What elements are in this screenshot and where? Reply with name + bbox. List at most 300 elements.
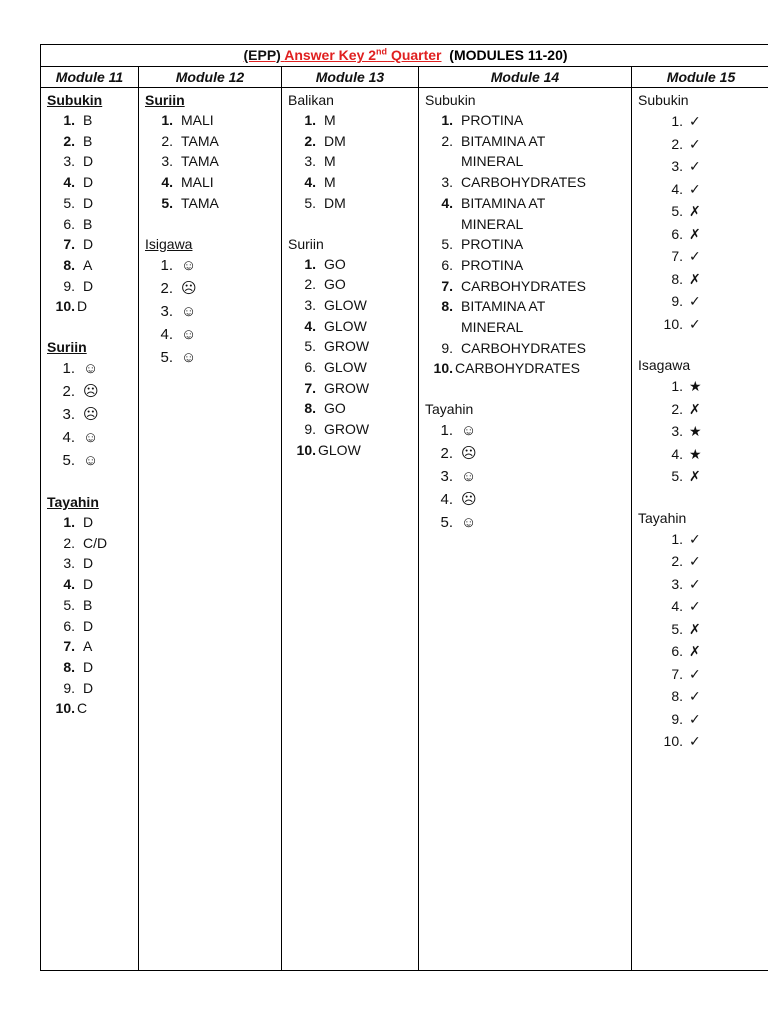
answer-value: GLOW xyxy=(324,296,367,313)
answer-value: ✓ xyxy=(689,598,701,614)
answer-number: 8. xyxy=(63,256,75,273)
answer-item xyxy=(638,595,765,618)
answer-value: BITAMINA AT xyxy=(461,298,546,315)
answer-value: ✓ xyxy=(689,315,701,332)
answer-item xyxy=(638,290,765,313)
answer-item xyxy=(47,553,133,574)
answer-item xyxy=(288,336,413,357)
answer-item xyxy=(145,172,276,193)
answer-number: 10. xyxy=(296,441,316,458)
m11-tayahin-title: Tayahin xyxy=(47,494,99,511)
answer-value: D xyxy=(83,236,94,253)
answer-number: 10. xyxy=(663,733,683,749)
answer-value: ☹ xyxy=(181,279,197,297)
answer-item xyxy=(425,511,626,534)
answer-item xyxy=(288,419,413,440)
answer-number: 1. xyxy=(440,422,453,440)
answer-number: 8. xyxy=(671,688,683,704)
answer-item xyxy=(47,636,133,657)
m14-tayahin-title: Tayahin xyxy=(425,401,474,418)
answer-value: B xyxy=(83,596,93,613)
m14-tayahin-list xyxy=(425,419,626,534)
answer-value: GROW xyxy=(324,379,370,396)
m11-subukin-list xyxy=(47,110,133,317)
answer-value: ✗ xyxy=(689,643,701,659)
answer-value: ☺ xyxy=(461,422,477,440)
answer-value: ☺ xyxy=(83,360,99,378)
answer-value: ✓ xyxy=(689,530,701,547)
m12-suriin-list xyxy=(145,110,276,214)
answer-item xyxy=(47,380,133,403)
answer-number: 4. xyxy=(671,598,683,614)
answer-item xyxy=(638,528,765,551)
m11-suriin-list xyxy=(47,357,133,472)
answer-number: 9. xyxy=(304,421,316,438)
answer-value: B xyxy=(83,215,93,232)
answer-item xyxy=(638,110,765,133)
answer-value: GLOW xyxy=(324,359,367,376)
answer-number: 3. xyxy=(160,302,173,320)
answer-number: 9. xyxy=(63,277,75,294)
answer-value-continued: MINERAL xyxy=(461,153,524,170)
answer-item xyxy=(288,110,413,131)
answer-number: 2. xyxy=(671,135,683,152)
answer-number: 3. xyxy=(440,468,453,486)
answer-value: MALI xyxy=(181,174,214,191)
answer-item xyxy=(425,465,626,488)
answer-number: 4. xyxy=(161,174,173,191)
answer-continuation xyxy=(425,214,626,235)
m15-subukin-list xyxy=(638,110,765,335)
answer-item xyxy=(47,234,133,255)
answer-number: 5. xyxy=(62,452,75,470)
answer-number: 9. xyxy=(63,679,75,696)
answer-number: 1. xyxy=(441,112,453,128)
answer-number: 4. xyxy=(304,317,316,334)
answer-item xyxy=(638,200,765,223)
answer-item xyxy=(288,151,413,172)
answer-item xyxy=(425,296,626,317)
answer-number: 6. xyxy=(671,643,683,659)
answer-item xyxy=(638,398,765,421)
answer-item xyxy=(638,573,765,596)
answer-number: 5. xyxy=(63,194,75,211)
answer-value: DM xyxy=(324,132,346,149)
answer-item xyxy=(638,245,765,268)
answer-number: 1. xyxy=(671,378,683,394)
m12-isigawa-list xyxy=(145,254,276,369)
answer-value: GO xyxy=(324,276,346,293)
answer-item xyxy=(47,296,133,317)
m15-isagawa-list xyxy=(638,375,765,488)
answer-number: 5. xyxy=(161,194,173,211)
answer-number: 7. xyxy=(441,277,453,294)
answer-item xyxy=(47,255,133,276)
answer-value: D xyxy=(83,153,94,170)
answer-item xyxy=(638,375,765,398)
answer-value: B xyxy=(83,132,93,149)
answer-value: CARBOHYDRATES xyxy=(461,277,586,294)
answer-number: 5. xyxy=(440,514,453,532)
answer-value: M xyxy=(324,174,336,191)
answer-item xyxy=(638,663,765,686)
m12-isigawa-section xyxy=(145,234,276,369)
answer-number: 3. xyxy=(304,153,316,170)
m11-suriin-title: Suriin xyxy=(47,339,87,356)
answer-item xyxy=(47,595,133,616)
answer-number: 8. xyxy=(671,270,683,287)
answer-number: 4. xyxy=(671,445,683,462)
answer-item xyxy=(638,640,765,663)
m15-isagawa-section xyxy=(638,355,765,488)
answer-value: TAMA xyxy=(181,132,219,149)
answer-value: GROW xyxy=(324,421,370,438)
answer-number: 1. xyxy=(62,360,75,378)
answer-item xyxy=(145,277,276,300)
answer-item xyxy=(47,678,133,699)
answer-value: TAMA xyxy=(181,153,219,170)
answer-item xyxy=(47,449,133,472)
answer-number: 3. xyxy=(62,406,75,424)
answer-value: PROTINA xyxy=(461,256,524,273)
m15-tayahin-title: Tayahin xyxy=(638,509,687,526)
answer-item xyxy=(47,357,133,380)
answer-number: 2. xyxy=(304,132,316,149)
answer-item xyxy=(638,465,765,488)
m15-tayahin-section xyxy=(638,508,765,753)
answer-item xyxy=(288,316,413,337)
answer-value: D xyxy=(83,617,94,634)
answer-number: 2. xyxy=(671,553,683,569)
answer-value: ✓ xyxy=(689,575,701,592)
answer-value: ✓ xyxy=(689,665,701,682)
header-row xyxy=(41,67,768,88)
answer-value: ☺ xyxy=(181,256,197,274)
answer-item xyxy=(425,110,626,131)
answer-number: 2. xyxy=(441,132,453,149)
answer-value: ☺ xyxy=(83,452,99,470)
answer-value: ★ xyxy=(689,445,702,462)
answer-value: D xyxy=(77,298,88,315)
answer-number: 2. xyxy=(160,279,173,297)
m13-suriin-list xyxy=(288,254,413,461)
answer-number: 2. xyxy=(304,276,316,293)
answer-value: ☺ xyxy=(181,325,197,343)
answer-number: 5. xyxy=(671,620,683,637)
title-suffix: (MODULES 11-20) xyxy=(449,47,568,63)
answer-number: 1. xyxy=(161,112,173,128)
m15-subukin-section xyxy=(638,90,765,335)
answer-number: 5. xyxy=(441,236,453,253)
answer-item xyxy=(638,708,765,731)
answer-item xyxy=(145,346,276,369)
answer-item xyxy=(47,151,133,172)
m14-tayahin-section xyxy=(425,399,626,534)
answer-item xyxy=(288,357,413,378)
answer-value: D xyxy=(83,679,94,696)
answer-number: 9. xyxy=(671,293,683,309)
answer-item xyxy=(425,172,626,193)
m15-isagawa-title: Isagawa xyxy=(638,357,691,373)
title-red-text-2: Quarter xyxy=(390,47,442,63)
answer-item xyxy=(47,426,133,449)
answer-value: ✗ xyxy=(689,468,701,484)
answer-value: ☺ xyxy=(461,514,477,532)
answer-number: 1. xyxy=(304,255,316,272)
answer-value-continued: MINERAL xyxy=(461,319,524,336)
answer-number-blank xyxy=(425,317,461,338)
answer-item xyxy=(638,420,765,443)
header-module-15: Module 15 xyxy=(632,67,768,88)
answer-item xyxy=(47,214,133,235)
answer-number: 6. xyxy=(63,617,75,634)
answer-item xyxy=(638,133,765,156)
m11-tayahin-section xyxy=(47,492,133,719)
m11-tayahin-list xyxy=(47,512,133,719)
answer-item xyxy=(145,300,276,323)
answer-number: 4. xyxy=(160,325,173,343)
answer-value: DM xyxy=(324,194,346,211)
answer-value: B xyxy=(83,112,93,128)
answer-item xyxy=(638,685,765,708)
header-module-11: Module 11 xyxy=(41,67,139,88)
header-module-12: Module 12 xyxy=(139,67,282,88)
m15-tayahin-list xyxy=(638,528,765,753)
answer-item xyxy=(425,255,626,276)
answer-value: MALI xyxy=(181,112,214,128)
m13-balikan-section xyxy=(288,90,413,214)
m14-subukin-list xyxy=(425,110,626,379)
answer-value: D xyxy=(83,277,94,294)
answer-value: ☺ xyxy=(181,348,197,366)
answer-number: 4. xyxy=(304,174,316,191)
answer-value: ☹ xyxy=(83,383,99,401)
answer-item xyxy=(47,512,133,533)
answer-value: BITAMINA AT xyxy=(461,194,546,211)
answer-item xyxy=(145,151,276,172)
answer-value: C xyxy=(77,700,88,717)
answer-number: 2. xyxy=(63,132,75,149)
answer-item xyxy=(145,131,276,152)
answer-item xyxy=(425,234,626,255)
header-module-14: Module 14 xyxy=(419,67,632,88)
title-prefix: (EPP) xyxy=(243,47,281,63)
answer-value: PROTINA xyxy=(461,236,524,253)
module-12-column xyxy=(139,88,282,971)
answer-item xyxy=(145,254,276,277)
answer-item xyxy=(288,295,413,316)
answer-number: 4. xyxy=(62,429,75,447)
answer-number: 2. xyxy=(440,445,453,463)
m13-balikan-title: Balikan xyxy=(288,92,334,108)
answer-value: M xyxy=(324,112,336,128)
answer-number: 2. xyxy=(161,132,173,149)
answer-value: ★ xyxy=(689,423,702,439)
answer-number: 6. xyxy=(63,215,75,232)
answer-value: A xyxy=(83,638,93,655)
answer-number: 8. xyxy=(304,400,316,417)
answer-number: 3. xyxy=(304,296,316,313)
answer-value: D xyxy=(83,658,94,675)
answer-number: 2. xyxy=(62,383,75,401)
answer-number: 10. xyxy=(433,360,453,377)
answer-number: 5. xyxy=(671,203,683,219)
answer-value: GLOW xyxy=(318,441,361,458)
answer-number: 3. xyxy=(63,153,75,170)
answer-number: 6. xyxy=(671,225,683,242)
answer-item xyxy=(288,378,413,399)
answer-value: BITAMINA AT xyxy=(461,132,546,149)
answer-value-continued: MINERAL xyxy=(461,215,524,232)
answer-item xyxy=(288,193,413,214)
answer-key-sheet xyxy=(40,44,768,970)
answer-item xyxy=(425,193,626,214)
answer-item xyxy=(47,657,133,678)
answer-value: A xyxy=(83,256,93,273)
title-red-text: Answer Key 2 xyxy=(284,47,377,63)
answer-value: GO xyxy=(324,400,346,417)
m12-isigawa-title: Isigawa xyxy=(145,235,193,252)
answer-value: ✓ xyxy=(689,113,701,129)
answer-number: 3. xyxy=(671,575,683,592)
m13-balikan-list xyxy=(288,110,413,214)
answer-number: 1. xyxy=(671,113,683,129)
answer-number: 5. xyxy=(304,338,316,355)
answer-item xyxy=(47,276,133,297)
answer-number: 9. xyxy=(671,710,683,727)
answer-item xyxy=(638,730,765,753)
answer-value: ✓ xyxy=(689,553,701,569)
answer-number: 3. xyxy=(441,174,453,191)
answer-number: 3. xyxy=(161,153,173,170)
title-superscript: nd xyxy=(376,46,388,57)
m12-suriin-section xyxy=(145,90,276,214)
answer-number: 7. xyxy=(671,248,683,264)
answer-number: 1. xyxy=(671,530,683,547)
answer-value: ✓ xyxy=(689,733,701,749)
answer-number: 9. xyxy=(441,339,453,356)
answer-number: 3. xyxy=(671,158,683,174)
answer-number: 4. xyxy=(440,491,453,509)
answer-value: ✓ xyxy=(689,710,701,727)
answer-number: 1. xyxy=(63,514,75,531)
answer-number: 10. xyxy=(55,700,75,717)
answer-item xyxy=(425,276,626,297)
m14-subukin-section xyxy=(425,90,626,379)
answer-value: D xyxy=(83,174,94,191)
answer-number-blank xyxy=(425,214,461,235)
answer-number: 2. xyxy=(63,534,75,551)
m14-subukin-title: Subukin xyxy=(425,92,476,108)
answer-value: ★ xyxy=(689,378,702,394)
answer-number: 1. xyxy=(160,256,173,274)
answer-value: ✗ xyxy=(689,620,701,637)
module-11-column xyxy=(41,88,139,971)
m13-suriin-title: Suriin xyxy=(288,235,324,252)
answer-number-blank xyxy=(425,151,461,172)
answer-value: GROW xyxy=(324,338,370,355)
answer-continuation xyxy=(425,151,626,172)
answer-value: ☺ xyxy=(461,468,477,486)
answer-value: D xyxy=(83,555,94,572)
answer-value: TAMA xyxy=(181,194,219,211)
answer-number: 5. xyxy=(63,596,75,613)
answer-item xyxy=(145,323,276,346)
answer-number: 5. xyxy=(160,348,173,366)
answer-item xyxy=(638,178,765,201)
answer-value: ✓ xyxy=(689,135,701,152)
answer-value: ✓ xyxy=(689,293,701,309)
answer-item xyxy=(47,574,133,595)
answer-item xyxy=(638,618,765,641)
answer-value: ✗ xyxy=(689,225,701,242)
m11-suriin-section xyxy=(47,337,133,472)
answer-item xyxy=(47,172,133,193)
m13-suriin-section xyxy=(288,234,413,461)
answer-number: 7. xyxy=(63,236,75,253)
answer-number: 7. xyxy=(304,379,316,396)
answer-item xyxy=(638,313,765,336)
answer-item xyxy=(638,155,765,178)
answer-item xyxy=(638,550,765,573)
answer-value: D xyxy=(83,576,94,593)
answer-item xyxy=(425,442,626,465)
answer-value: ☹ xyxy=(83,406,99,424)
answer-item xyxy=(638,443,765,466)
answer-number: 8. xyxy=(63,658,75,675)
answer-value: CARBOHYDRATES xyxy=(461,339,586,356)
answer-value: C/D xyxy=(83,534,108,551)
answer-value: ☹ xyxy=(461,445,477,463)
answer-number: 8. xyxy=(441,298,453,315)
answer-value: CARBOHYDRATES xyxy=(455,360,580,377)
answer-item xyxy=(47,698,133,719)
header-module-13: Module 13 xyxy=(282,67,419,88)
answer-value: ✗ xyxy=(689,203,701,219)
answer-item xyxy=(288,254,413,275)
answer-number: 3. xyxy=(671,423,683,439)
answer-value: ✓ xyxy=(689,688,701,704)
m11-subukin-title: Subukin xyxy=(47,92,103,108)
answer-item xyxy=(47,131,133,152)
answer-item xyxy=(425,419,626,442)
answer-item xyxy=(47,110,133,131)
answer-item xyxy=(425,131,626,152)
answer-value: ✗ xyxy=(689,400,701,417)
answer-value: ✗ xyxy=(689,270,701,287)
answer-item xyxy=(47,193,133,214)
answer-value: ☹ xyxy=(461,491,477,509)
answer-value: CARBOHYDRATES xyxy=(461,174,586,191)
answer-value: ✓ xyxy=(689,180,701,197)
module-15-column xyxy=(632,88,768,971)
answer-item xyxy=(288,131,413,152)
answer-number: 1. xyxy=(63,112,75,128)
answer-value: ☺ xyxy=(181,302,197,320)
answer-continuation xyxy=(425,317,626,338)
answer-number: 4. xyxy=(63,174,75,191)
title-row xyxy=(41,45,768,67)
answer-number: 6. xyxy=(304,359,316,376)
answer-number: 5. xyxy=(671,468,683,484)
module-14-column xyxy=(419,88,632,971)
answer-item xyxy=(145,110,276,131)
answer-item xyxy=(288,440,413,461)
answer-value: GO xyxy=(324,255,346,272)
answer-number: 4. xyxy=(63,576,75,593)
answer-value: D xyxy=(83,514,94,531)
m15-subukin-title: Subukin xyxy=(638,92,689,108)
